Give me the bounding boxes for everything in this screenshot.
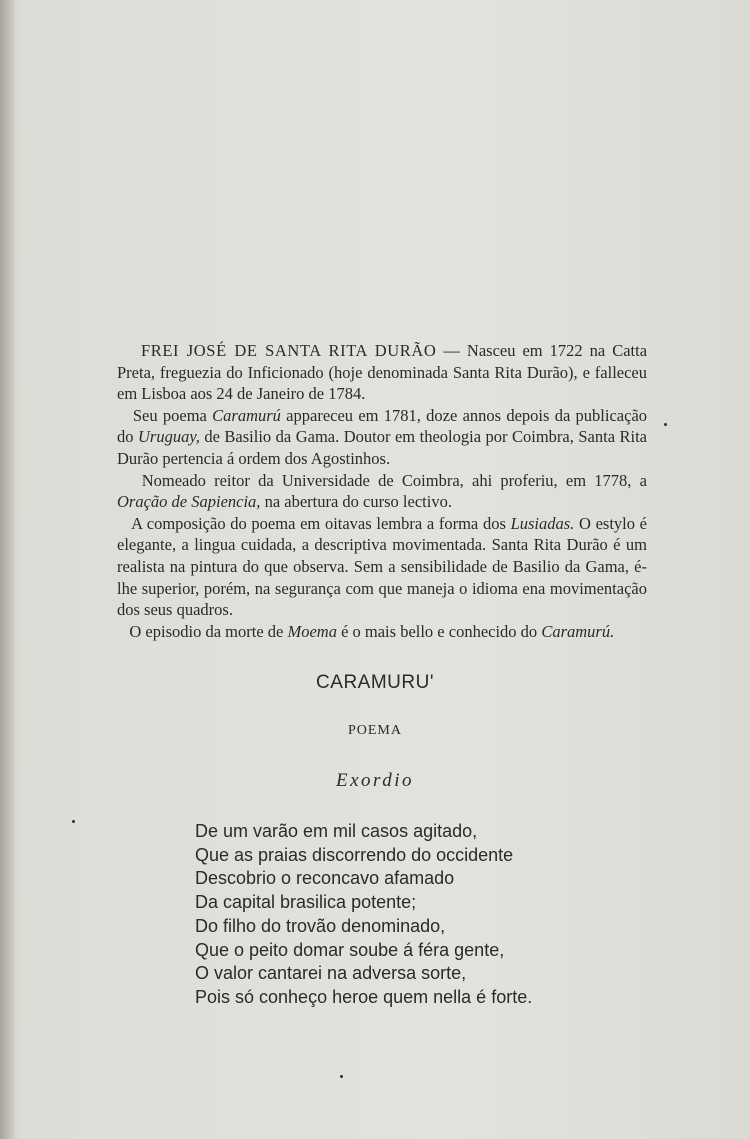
bio-p2-italic-1: Caramurú (212, 405, 281, 425)
bio-p3-b: na abertura do curso lectivo. (260, 492, 452, 512)
verse-line: Que as praias discorrendo do occidente (195, 844, 514, 865)
verse-line: Descobrio o reconcavo afamado (195, 868, 455, 889)
bio-paragraph-1 (117, 340, 647, 405)
bio-p4-a: A composição do poema em oitavas lembra a forma dos (131, 513, 511, 533)
bio-p2-italic-2: Uruguay, (138, 427, 200, 447)
bio-paragraph-4 (117, 513, 647, 621)
ink-speck (664, 423, 667, 426)
bio-p4-b: O estylo é elegante, a lingua cuidada, a descriptiva movimentada. Santa Rita Durão é um realista na pintura do que observa. Sem a sensibilidade de Basilio da Gama, é-lhe superior, porém, na segurança com que maneja o idioma ena movimentação dos seus quadros. (117, 513, 648, 620)
bio-p2-c: de Basilio da Gama. Doutor em theologia por Coimbra, Santa Rita Durão pertencia á ordem dos Agostinhos. (117, 427, 648, 468)
verse-line: Da capital brasilica potente; (195, 892, 417, 913)
page-spine-shadow (0, 0, 14, 1139)
section-title: Exordio (335, 770, 414, 791)
author-name: FREI JOSÉ DE SANTA RITA DURÃO (141, 341, 437, 360)
poem-title: CARAMURU' (316, 672, 434, 693)
verse-line: O valor cantarei na adversa sorte, (195, 963, 467, 984)
bio-paragraph-5 (117, 621, 647, 643)
bio-p3-italic: Oração de Sapiencia, (117, 492, 261, 512)
bio-p5-italic-1: Moema (287, 621, 337, 641)
verse-stanza (195, 820, 532, 1010)
bio-p5-a: O episodio da morte de (129, 621, 288, 641)
bio-p5-b: é o mais bello e conhecido do (336, 621, 542, 641)
bio-p3-a: Nomeado reitor da Universidade de Coimbra, ahi proferiu, em 1778, a (141, 470, 647, 490)
poem-subtitle: POEMA (347, 723, 402, 738)
ink-speck (340, 1075, 343, 1078)
bio-p4-italic: Lusiadas. (510, 513, 575, 533)
bio-p5-italic-2: Caramurú. (541, 621, 615, 641)
verse-line: Do filho do trovão denominado, (195, 915, 446, 936)
bio-paragraph-3 (117, 470, 647, 513)
bio-paragraph-2 (117, 405, 647, 470)
bio-paragraph-1-text: — Nasceu em 1722 na Catta Preta, freguezia do Inficionado (hoje denominada Santa Rita Durão), e falleceu em Lisboa aos 24 de Janeiro de 1784. (117, 341, 648, 404)
ink-speck (72, 820, 75, 823)
verse-line: De um varão em mil casos agitado, (195, 821, 478, 841)
verse-line: Pois só conheço heroe quem nella é forte. (195, 986, 533, 1007)
bio-p2-b: appareceu em 1781, doze annos depois da publicação do (117, 405, 648, 447)
verse-line: Que o peito domar soube á féra gente, (195, 939, 505, 960)
bio-p2-a: Seu poema (132, 405, 213, 425)
biography-text (117, 340, 647, 642)
